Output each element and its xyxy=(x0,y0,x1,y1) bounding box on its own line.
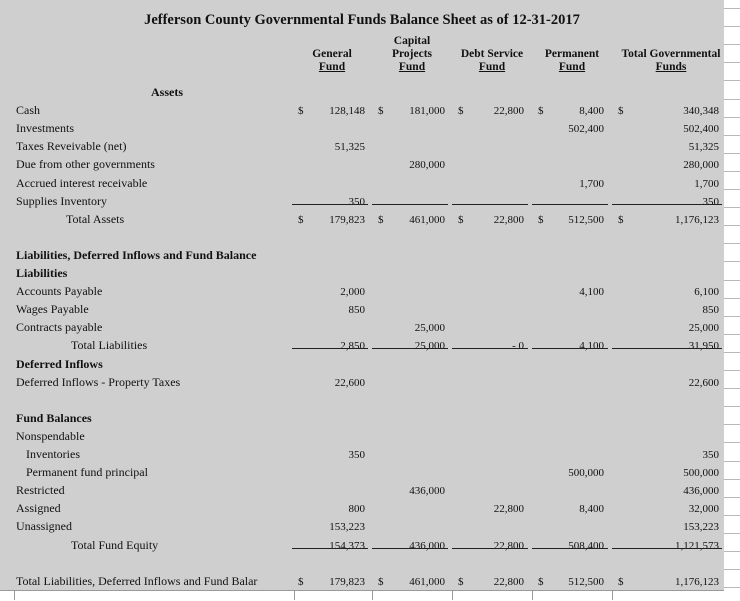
row-label: Permanent fund principal xyxy=(26,465,148,480)
cell-value: 153,223 xyxy=(329,521,365,534)
sheet-title: Jefferson County Governmental Funds Balance Sheet as of 12-31-2017 xyxy=(144,12,580,28)
cell-value: 502,400 xyxy=(683,123,719,136)
cell-value: 25,000 xyxy=(414,322,445,335)
column-header-line: Fund xyxy=(398,61,426,73)
dollar-sign: $ xyxy=(378,575,384,588)
row-label: Taxes Reveivable (net) xyxy=(16,139,127,154)
dollar-sign: $ xyxy=(618,105,624,118)
dollar-sign: $ xyxy=(378,105,384,118)
column-header-line: Projects xyxy=(391,48,432,60)
row-label: Nonspendable xyxy=(16,428,85,443)
cell-value: 22,800 xyxy=(493,575,524,588)
cell-value: 1,176,123 xyxy=(675,213,719,226)
grid-line xyxy=(724,189,740,190)
cell-value: 350 xyxy=(702,449,719,461)
cell-value: 436,000 xyxy=(409,539,445,552)
cell-value: 500,000 xyxy=(683,467,719,480)
total-rule xyxy=(292,548,368,549)
cell-value: 850 xyxy=(702,304,719,317)
column-header-line: Capital xyxy=(393,35,431,47)
cell-value: 22,800 xyxy=(493,539,524,552)
dollar-sign: $ xyxy=(538,105,544,118)
cell-value: 51,325 xyxy=(334,141,365,154)
row-label: Contracts payable xyxy=(16,320,103,335)
row-label: Liabilities, Deferred Inflows and Fund Balance xyxy=(16,247,257,262)
row-label: Unassigned xyxy=(16,519,72,534)
cell-value: - 0 xyxy=(512,340,524,353)
column-header-line: Debt Service xyxy=(460,48,524,60)
total-rule xyxy=(372,348,448,349)
cell-value: 22,800 xyxy=(493,105,524,118)
cell-value: 22,800 xyxy=(493,213,524,226)
cell-value: 280,000 xyxy=(409,159,445,172)
total-rule xyxy=(372,548,448,549)
column-header-line: Fund xyxy=(478,61,506,73)
cell-value: 512,500 xyxy=(568,213,604,226)
total-rule xyxy=(292,348,368,349)
cell-value: 51,325 xyxy=(688,141,719,154)
cell-value: 32,000 xyxy=(688,503,719,516)
grid-line xyxy=(724,497,740,498)
grid-line xyxy=(724,533,740,534)
row-label: Investments xyxy=(16,121,74,136)
cell-value: 6,100 xyxy=(694,286,719,299)
grid-line xyxy=(724,424,740,425)
grid-line xyxy=(724,569,740,570)
cell-value: 1,176,123 xyxy=(675,575,719,588)
cell-value: 500,000 xyxy=(568,467,604,480)
grid-line xyxy=(724,298,740,299)
column-header-line: Permanent xyxy=(544,48,600,60)
grid-line xyxy=(724,479,740,480)
dollar-sign: $ xyxy=(538,213,544,226)
grid-vline xyxy=(14,590,15,600)
grid-line xyxy=(724,280,740,281)
cell-value: 4,100 xyxy=(579,286,604,299)
cell-value: 22,800 xyxy=(493,503,524,516)
grid-vline xyxy=(372,590,373,600)
column-header-line: Total Governmental xyxy=(621,48,721,60)
grid-vline xyxy=(452,590,453,600)
cell-value: 22,600 xyxy=(334,376,365,389)
row-label: Supplies Inventory xyxy=(16,193,107,208)
grid-line xyxy=(724,135,740,136)
cell-value: 280,000 xyxy=(683,159,719,172)
cell-value: 502,400 xyxy=(568,123,604,136)
row-label: Total Fund Equity xyxy=(71,537,159,552)
cell-value: 8,400 xyxy=(579,105,604,118)
row-label: Restricted xyxy=(16,483,65,498)
row-label: Assets xyxy=(151,85,183,99)
total-rule xyxy=(292,204,368,205)
grid-line xyxy=(724,352,740,353)
grid-vline xyxy=(532,590,533,600)
column-header-line xyxy=(611,35,731,48)
grid-line xyxy=(724,442,740,443)
column-header-line: General xyxy=(312,48,352,60)
cell-value: 4,100 xyxy=(579,340,604,353)
grid-line xyxy=(724,26,740,27)
total-rule xyxy=(452,548,528,549)
cell-value: 1,700 xyxy=(579,177,604,190)
grid-line xyxy=(724,370,740,371)
grid-line xyxy=(724,117,740,118)
cell-value: 128,148 xyxy=(329,105,365,118)
row-label: Total Assets xyxy=(66,211,125,226)
row-label: Accounts Payable xyxy=(16,284,103,299)
cell-value: 8,400 xyxy=(579,503,604,516)
cell-value: 350 xyxy=(348,195,365,208)
grid-line xyxy=(724,316,740,317)
dollar-sign: $ xyxy=(458,105,464,118)
grid-vline xyxy=(612,590,613,600)
cell-value: 2,000 xyxy=(340,286,365,299)
column-header-line: Funds xyxy=(655,61,687,73)
grid-line xyxy=(724,551,740,552)
row-label: Liabilities xyxy=(16,266,68,280)
cell-value: 22,600 xyxy=(688,376,719,389)
grid-line xyxy=(724,80,740,81)
cell-value: 2,850 xyxy=(340,340,365,353)
total-rule xyxy=(532,348,608,349)
cell-value: 800 xyxy=(348,503,365,516)
bottom-grid-strip xyxy=(0,590,724,601)
total-rule xyxy=(532,548,608,549)
cell-value: 179,823 xyxy=(329,213,365,226)
cell-value: 350 xyxy=(702,195,719,208)
dollar-sign: $ xyxy=(618,213,624,226)
row-label: Cash xyxy=(16,103,40,118)
row-label: Deferred Inflows - Property Taxes xyxy=(16,374,181,389)
cell-value: 25,000 xyxy=(688,322,719,335)
cell-value: 512,500 xyxy=(568,575,604,588)
row-label: Fund Balances xyxy=(16,410,92,425)
row-label: Assigned xyxy=(16,501,61,516)
grid-line xyxy=(724,461,740,462)
grid-line xyxy=(724,44,740,45)
dollar-sign: $ xyxy=(458,575,464,588)
column-header-line: Fund xyxy=(558,61,586,73)
cell-value: 179,823 xyxy=(329,575,365,588)
grid-line xyxy=(724,8,740,9)
grid-line xyxy=(724,207,740,208)
dollar-sign: $ xyxy=(618,575,624,588)
grid-line xyxy=(724,334,740,335)
cell-value: 461,000 xyxy=(409,213,445,226)
cell-value: 350 xyxy=(348,449,365,461)
grid-line xyxy=(724,243,740,244)
total-rule xyxy=(532,204,608,205)
cell-value: 181,000 xyxy=(409,105,445,118)
row-label: Deferred Inflows xyxy=(16,356,103,371)
grid-line xyxy=(724,225,740,226)
cell-value: 31,950 xyxy=(688,340,719,353)
row-label: Due from other governments xyxy=(16,157,155,172)
row-label: Inventories xyxy=(26,447,80,461)
total-rule xyxy=(612,548,722,549)
dollar-sign: $ xyxy=(458,213,464,226)
cell-value: 1,700 xyxy=(694,177,719,190)
cell-value: 153,223 xyxy=(683,521,719,534)
grid-line xyxy=(724,515,740,516)
dollar-sign: $ xyxy=(538,575,544,588)
right-grid-strip xyxy=(724,0,740,600)
total-rule xyxy=(452,204,528,205)
cell-value: 850 xyxy=(348,304,365,317)
grid-line xyxy=(724,406,740,407)
cell-value: 1,121,573 xyxy=(675,539,719,552)
grid-line xyxy=(724,99,740,100)
grid-vline xyxy=(294,590,295,600)
grid-line xyxy=(724,171,740,172)
row-label: Accrued interest receivable xyxy=(16,175,148,190)
total-rule xyxy=(452,348,528,349)
total-rule xyxy=(612,204,722,205)
dollar-sign: $ xyxy=(298,105,304,118)
cell-value: 25,000 xyxy=(414,340,445,353)
row-label: Total Liabilities xyxy=(71,338,148,353)
grid-line xyxy=(724,153,740,154)
cell-value: 436,000 xyxy=(409,485,445,498)
row-label: Wages Payable xyxy=(16,302,89,317)
cell-value: 461,000 xyxy=(409,575,445,588)
grid-line xyxy=(724,62,740,63)
grid-line xyxy=(724,587,740,588)
cell-value: 340,348 xyxy=(683,105,719,118)
grid-line xyxy=(724,388,740,389)
row-label: Total Liabilities, Deferred Inflows and Fund Balar xyxy=(16,573,258,588)
cell-value: 508,400 xyxy=(568,539,604,552)
dollar-sign: $ xyxy=(378,213,384,226)
total-rule xyxy=(612,348,722,349)
total-rule xyxy=(372,204,448,205)
grid-line xyxy=(724,261,740,262)
dollar-sign: $ xyxy=(298,213,304,226)
column-header-4 xyxy=(611,35,731,74)
column-header-line: Fund xyxy=(318,61,346,73)
dollar-sign: $ xyxy=(298,575,304,588)
cell-value: 436,000 xyxy=(683,485,719,498)
cell-value: 154,373 xyxy=(329,539,365,552)
